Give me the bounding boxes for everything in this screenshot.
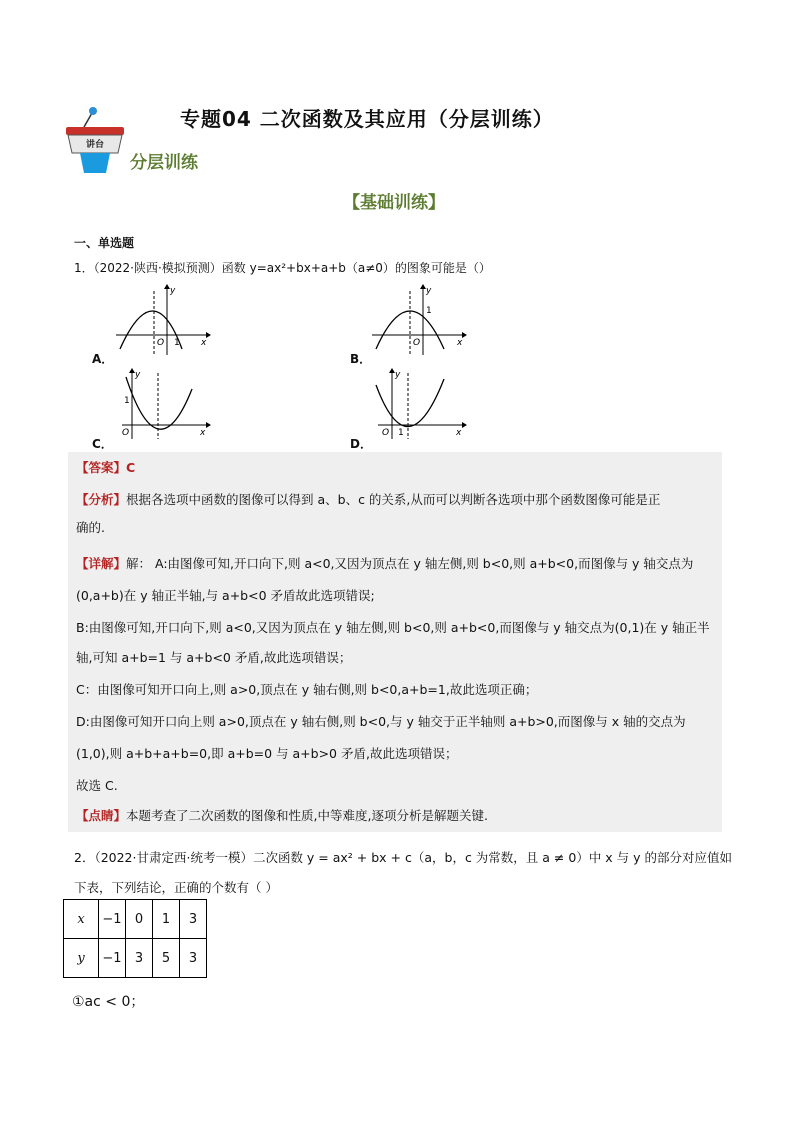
svg-text:1: 1 — [426, 306, 432, 316]
section-heading: 一、单选题 — [74, 236, 135, 250]
svg-text:x: x — [456, 428, 462, 438]
section-banner: 【基础训练】 — [343, 193, 445, 213]
table-cell: 1 — [153, 900, 180, 939]
table-cell: 3 — [180, 900, 207, 939]
logo-text: 讲台 — [85, 140, 105, 150]
svg-text:1: 1 — [398, 428, 404, 438]
svg-text:x: x — [200, 428, 206, 438]
statement-1: ①ac < 0； — [72, 994, 145, 1010]
table-cell: −1 — [99, 939, 126, 978]
analysis-line-2: 确的. — [76, 520, 105, 535]
option-d-label: D． — [350, 437, 372, 451]
svg-text:O: O — [413, 338, 421, 348]
table-head-y: y — [64, 939, 99, 978]
option-a-label: A． — [92, 352, 114, 366]
table-cell: 3 — [180, 939, 207, 978]
detail-line-3: B:由图像可知,开口向下,则 a<0,又因为顶点在 y 轴左侧,则 b<0,则 a+b<0,而图像与 y 轴交点为(0,1)在 y 轴正半 — [76, 620, 710, 635]
comment-text: 本题考查了二次函数的图像和性质,中等难度,逐项分析是解题关键. — [126, 808, 488, 823]
svg-text:y: y — [426, 286, 432, 296]
layer-subtitle: 分层训练 — [130, 153, 198, 173]
table-cell: −1 — [99, 900, 126, 939]
answer-value: C — [126, 460, 136, 475]
svg-text:y: y — [170, 286, 176, 296]
q2-stem: 2．（2022·甘肃定西·统考一模）二次函数 y = ax² + bx + c（a，b，c 为常数，且 a ≠ 0）中 x 与 y 的部分对应值如下表，下列结论，正确的个数有（ ） — [74, 850, 733, 895]
answer-tag: 【答案】 — [76, 460, 127, 475]
option-b-graph — [368, 283, 468, 357]
option-a-graph — [112, 283, 212, 357]
detail-line-6: D:由图像可知开口向上则 a>0,顶点在 y 轴右侧,则 b<0,与 y 轴交于正半轴则 a+b>0,而图像与 x 轴的交点为 — [76, 714, 686, 729]
table-row — [64, 900, 207, 939]
analysis-tag: 【分析】 — [76, 492, 127, 507]
table-cell: 5 — [153, 939, 180, 978]
svg-text:O: O — [382, 428, 390, 438]
value-table — [63, 899, 207, 978]
q1-stem: 1．（2022·陕西·模拟预测）函数 y=ax²+bx+a+b（a≠0）的图象可能是（） — [74, 261, 491, 275]
option-c-graph — [112, 367, 212, 441]
analysis-line-1: 根据各选项中函数的图像可以得到 a、b、c 的关系,从而可以判断各选项中那个函数图像可能是正 — [126, 492, 661, 507]
detail-line-4: 轴,可知 a+b=1 与 a+b<0 矛盾,故此选项错误； — [76, 650, 352, 665]
detail-line-1: 解： A:由图像可知,开口向下,则 a<0,又因为顶点在 y 轴左侧,则 b<0,则 a+b<0,而图像与 y 轴交点为 — [126, 556, 694, 571]
svg-text:1: 1 — [124, 396, 130, 406]
svg-text:y: y — [395, 370, 401, 380]
svg-text:O: O — [122, 428, 130, 438]
svg-text:x: x — [457, 338, 463, 348]
detail-line-5: C：由图像可知开口向上,则 a>0,顶点在 y 轴右侧,则 b<0,a+b=1,故此选项正确； — [76, 682, 538, 697]
option-c-label: C． — [92, 437, 113, 451]
table-head-x: x — [64, 900, 99, 939]
detail-line-2: (0,a+b)在 y 轴正半轴,与 a+b<0 矛盾故此选项错误; — [76, 588, 375, 603]
option-b-label: B． — [350, 352, 372, 366]
detail-line-7: (1,0),则 a+b+a+b=0,即 a+b=0 与 a+b>0 矛盾,故此选项错误； — [76, 746, 458, 761]
choose-line: 故选 C. — [76, 778, 118, 793]
lectern-logo — [62, 105, 128, 175]
table-row — [64, 939, 207, 978]
solution-box — [68, 452, 722, 832]
option-d-graph — [368, 367, 468, 441]
svg-text:O: O — [157, 338, 165, 348]
table-cell: 3 — [126, 939, 153, 978]
page-title: 专题04 二次函数及其应用（分层训练） — [180, 107, 554, 131]
table-cell: 0 — [126, 900, 153, 939]
svg-text:y: y — [135, 370, 141, 380]
svg-text:1: 1 — [174, 338, 180, 348]
detail-tag: 【详解】 — [76, 556, 127, 571]
svg-text:x: x — [201, 338, 207, 348]
comment-tag: 【点睛】 — [76, 808, 127, 823]
